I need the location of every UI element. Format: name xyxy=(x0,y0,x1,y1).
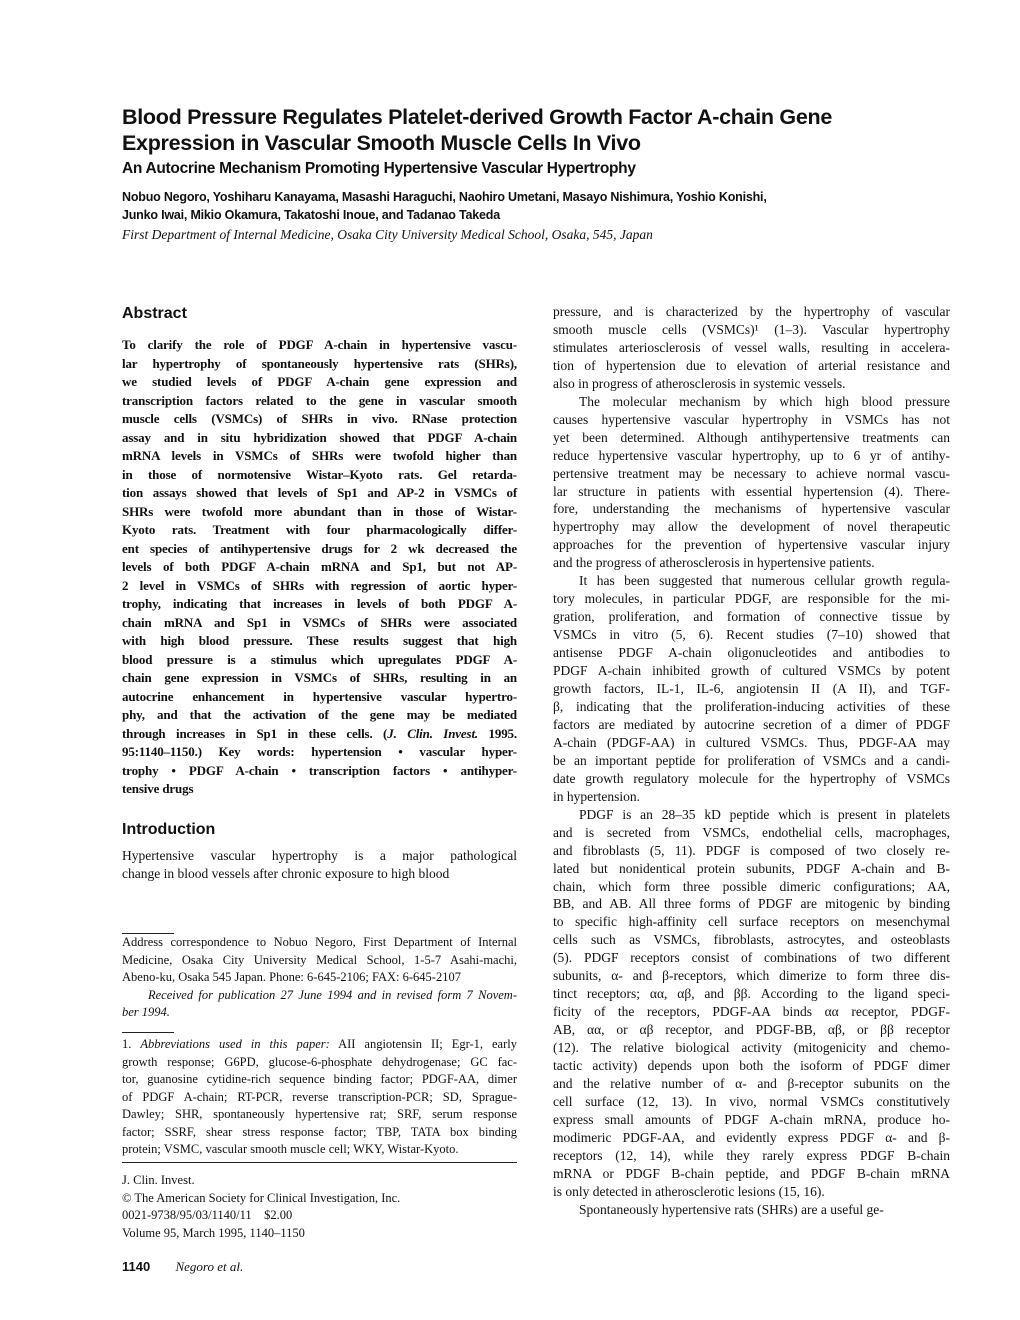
text-line: antisense PDGF A-chain oligonucleotides and antibodies to xyxy=(553,645,950,661)
abstract-heading: Abstract xyxy=(122,305,187,322)
text-line: and is secreted from VSMCs, endothelial cells, macrophages, xyxy=(553,824,950,840)
text-line: is only detected in atherosclerotic lesions (15, 16). xyxy=(553,1183,825,1199)
text-line: tion of hypertension due to elevation of arterial resistance and xyxy=(553,357,950,373)
text-line: mRNA levels in VSMCs of SHRs were twofold higher than xyxy=(122,448,517,463)
journal-line: J. Clin. Invest. xyxy=(122,1173,195,1187)
text-line: reduce hypertensive vascular hypertrophy, up to 6 yr of antihy- xyxy=(553,447,950,463)
text-line: pertensive treatment may be necessary to achieve normal vascu- xyxy=(553,465,950,481)
text-line: Kyoto rats. Treatment with four pharmacologically differ- xyxy=(122,522,517,537)
text-line: VSMCs in vitro (5, 6). Recent studies (7–10) showed that xyxy=(553,627,950,643)
text-line: stimulates arteriosclerosis of vessel walls, resulting in accelera- xyxy=(553,339,950,355)
text-line xyxy=(122,1036,517,1054)
title-line: Blood Pressure Regulates Platelet-derived Growth Factor A-chain Gene xyxy=(122,105,832,129)
text-line: change in blood vessels after chronic exposure to high blood xyxy=(122,866,450,881)
text-line: chain gene expression in VSMCs of SHRs, resulting in an xyxy=(122,670,517,685)
text-line: factor; SSRF, shear stress response factor; TBP, TATA box binding xyxy=(122,1124,517,1139)
text-line: ent species of antihypertensive drugs for 2 wk decreased the xyxy=(122,540,517,556)
text-line: date growth regulatory molecule for the hypertrophy of VSMCs xyxy=(553,770,950,786)
text-line: and the progress of atherosclerosis in hypertensive patients. xyxy=(553,555,875,571)
text-line: growth response; G6PD, glucose-6-phosphate dehydrogenase; GC fac- xyxy=(122,1054,517,1069)
text-line: trophy, indicating that increases in levels of both PDGF A- xyxy=(122,596,517,611)
author-line: Nobuo Negoro, Yoshiharu Kanayama, Masashi Haraguchi, Naohiro Umetani, Masayo Nishimura, Yoshio Konishi, xyxy=(122,190,767,204)
text-run: 1. xyxy=(122,1037,141,1051)
text-line: in those of normotensive Wistar–Kyoto rats. Gel retarda- xyxy=(122,466,517,482)
text-line: receptors (12, 14), while they rarely express PDGF B-chain xyxy=(553,1147,950,1163)
text-line: modimeric PDGF-AA, and evidently express PDGF α- and β- xyxy=(553,1129,950,1145)
text-line: AB, αα, or αβ receptor, and PDGF-BB, αβ, or ββ receptor xyxy=(553,1022,950,1038)
text-line: and fibroblasts (5, 11). PDGF is composed of two closely re- xyxy=(553,842,950,858)
text-line: cell surface (12, 13). In vivo, normal VSMCs constitutively xyxy=(553,1093,950,1109)
text-line: The molecular mechanism by which high blood pressure xyxy=(579,393,950,409)
introduction-heading: Introduction xyxy=(122,821,216,838)
journal-line: © The American Society for Clinical Investigation, Inc. xyxy=(122,1190,401,1205)
abstract-body xyxy=(122,336,517,799)
correspondence-note xyxy=(122,934,517,1022)
text-line: smooth muscle cells (VSMCs)¹ (1–3). Vascular hypertrophy xyxy=(553,321,950,337)
text-line: chain mRNA and Sp1 in VSMCs of SHRs were associated xyxy=(122,614,517,630)
text-line: 95:1140–1150.) Key words: hypertension • vascular hyper- xyxy=(122,744,517,759)
italic-text-run: Abbreviations used in this paper: xyxy=(140,1037,330,1051)
footnote-divider xyxy=(122,1162,517,1163)
text-line: SHRs were twofold more abundant than in those of Wistar- xyxy=(122,503,517,519)
text-line: protein; VSMC, vascular smooth muscle cell; WKY, Wistar-Kyoto. xyxy=(122,1142,459,1156)
text-line: factors are mediated by autocrine secretion of a dimer of PDGF xyxy=(553,716,950,732)
text-line: with high blood pressure. These results suggest that high xyxy=(122,633,517,648)
text-line: chain, which form three possible dimeric configurations; AA, xyxy=(553,878,950,894)
text-line: assay and in situ hybridization showed that PDGF A-chain xyxy=(122,429,517,445)
text-line: β, indicating that the proliferation-inducing activities of these xyxy=(553,698,950,714)
text-line: we studied levels of PDGF A-chain gene expression and xyxy=(122,374,517,389)
author-line: Junko Iwai, Mikio Okamura, Takatoshi Inoue, and Tadanao Takeda xyxy=(122,208,500,222)
text-line: also in progress of atherosclerosis in systemic vessels. xyxy=(553,375,846,391)
text-line: gration, proliferation, and formation of connective tissue by xyxy=(553,609,950,625)
text-line: To clarify the role of PDGF A-chain in hypertensive vascu- xyxy=(122,337,517,352)
author-list xyxy=(122,188,767,224)
text-line: Medicine, Osaka City University Medical School, 1-5-7 Asahi-machi, xyxy=(122,952,517,967)
text-line: autocrine enhancement in hypertensive vascular hypertro- xyxy=(122,688,517,704)
text-line: in hypertension. xyxy=(553,788,640,804)
text-line: 2 level in VSMCs of SHRs with regression of aortic hyper- xyxy=(122,577,517,593)
affiliation: First Department of Internal Medicine, Osaka City University Medical School, Osaka, 545, Japan xyxy=(122,227,653,242)
text-line: transcription factors related to the gene in vascular smooth xyxy=(122,392,517,408)
abbreviations-footnote xyxy=(122,1036,517,1159)
text-line: (5). PDGF receptors consist of combinations of two different xyxy=(553,950,950,966)
journal-line: Volume 95, March 1995, 1140–1150 xyxy=(122,1225,305,1240)
text-line: growth factors, IL-1, IL-6, angiotensin II (A II), and TGF- xyxy=(553,681,950,697)
text-line: (12). The relative biological activity (mitogenicity and chemo- xyxy=(553,1040,950,1056)
text-line: causes hypertensive vascular hypertrophy in VSMCs has not xyxy=(553,411,950,427)
introduction-body xyxy=(122,847,517,883)
text-line: Spontaneously hypertensive rats (SHRs) are a useful ge- xyxy=(579,1201,884,1217)
text-line: fore, understanding the mechanisms of hypertensive vascular xyxy=(553,501,950,517)
text-line: levels of both PDGF A-chain mRNA and Sp1, but not AP- xyxy=(122,559,517,574)
text-line: tion assays showed that levels of Sp1 and AP-2 in VSMCs of xyxy=(122,485,517,500)
text-line: lated but nonidentical protein subunits, PDGF A-chain and B- xyxy=(553,860,950,876)
text-run: AII angiotensin II; Egr-1, early xyxy=(329,1037,517,1051)
text-line: be an important peptide for proliferation of VSMCs and a candi- xyxy=(553,752,950,768)
footnote-divider xyxy=(122,1032,174,1033)
text-line: to specific high-affinity cell surface receptors on mesenchymal xyxy=(553,914,950,930)
journal-line: 0021-9738/95/03/1140/11 $2.00 xyxy=(122,1208,293,1222)
text-line: muscle cells (VSMCs) of SHRs in vivo. RNase protection xyxy=(122,411,517,426)
text-line: Hypertensive vascular hypertrophy is a major pathological xyxy=(122,848,517,863)
text-line: BB, and AB. All three forms of PDGF are mitogenic by binding xyxy=(553,896,950,912)
journal-info xyxy=(122,1172,400,1242)
text-line xyxy=(122,725,517,744)
text-line: subunits, α- and β-receptors, which dimerize to form three dis- xyxy=(553,968,950,984)
text-line: approaches for the prevention of hypertensive vascular injury xyxy=(553,537,950,553)
text-run: 1995. xyxy=(478,725,518,741)
text-line: express small amounts of PDGF A-chain mRNA, produce ho- xyxy=(553,1111,950,1127)
text-line: trophy • PDGF A-chain • transcription factors • antihyper- xyxy=(122,762,517,778)
text-line: of PDGF A-chain; RT-PCR, reverse transcription-PCR; SD, Sprague- xyxy=(122,1089,517,1104)
italic-text-run: J. Clin. Invest. xyxy=(387,725,479,741)
text-line: lar structure in patients with essential hypertension (4). There- xyxy=(553,483,950,499)
text-line: hypertrophy may allow the development of novel therapeutic xyxy=(553,519,950,535)
text-line: Abeno-ku, Osaka 545 Japan. Phone: 6-645-2106; FAX: 6-645-2107 xyxy=(122,970,461,984)
text-line: Address correspondence to Nobuo Negoro, First Department of Internal xyxy=(122,935,517,949)
italic-text-run: ber 1994. xyxy=(122,1005,170,1019)
text-line: and the relative number of α- and β-receptor subunits on the xyxy=(553,1075,950,1091)
text-line: A-chain (PDGF-AA) in cultured VSMCs. Thus, PDGF-AA may xyxy=(553,734,950,750)
text-line: ficity of the receptors, PDGF-AA binds αα receptor, PDGF- xyxy=(553,1004,950,1020)
text-line: It has been suggested that numerous cellular growth regula- xyxy=(579,573,950,589)
text-line: tactic activity) depends upon both the isoform of PDGF dimer xyxy=(553,1058,950,1074)
text-line xyxy=(122,987,517,1005)
page-number: 1140 xyxy=(122,1259,151,1274)
running-author: Negoro et al. xyxy=(175,1259,244,1274)
text-line: tinct receptors; αα, αβ, and ββ. According to the ligand speci- xyxy=(553,986,950,1002)
title-line: Expression in Vascular Smooth Muscle Cells In Vivo xyxy=(122,131,641,155)
text-line: cells such as VSMCs, fibroblasts, astrocytes, and osteoblasts xyxy=(553,932,950,948)
text-line: PDGF is an 28–35 kD peptide which is present in platelets xyxy=(579,806,950,822)
text-line: tory molecules, in particular PDGF, are responsible for the mi- xyxy=(553,591,950,607)
text-line: mRNA or PDGF B-chain peptide, and PDGF B-chain mRNA xyxy=(553,1165,950,1181)
paper-subtitle: An Autocrine Mechanism Promoting Hypertensive Vascular Hypertrophy xyxy=(122,160,636,177)
text-line: lar hypertrophy of spontaneously hypertensive rats (SHRs), xyxy=(122,355,517,371)
text-line: phy, and that the activation of the gene may be mediated xyxy=(122,707,517,722)
introduction-body-continued xyxy=(553,303,950,1219)
text-run: through increases in Sp1 in these cells. ( xyxy=(122,725,388,741)
text-line: tor, guanosine cytidine-rich sequence binding factor; PDGF-AA, dimer xyxy=(122,1072,517,1086)
text-line: blood pressure is a stimulus which upregulates PDGF A- xyxy=(122,651,517,667)
text-line: tensive drugs xyxy=(122,781,194,796)
page-footer xyxy=(122,1259,243,1275)
text-line: Dawley; SHR, spontaneously hypertensive rat; SRF, serum response xyxy=(122,1107,517,1121)
text-line: PDGF A-chain inhibited growth of cultured VSMCs by potent xyxy=(553,663,950,679)
text-line: yet been determined. Although antihypertensive treatments can xyxy=(553,429,950,445)
text-line xyxy=(122,1004,517,1022)
paper-title xyxy=(122,104,832,156)
italic-text-run: Received for publication 27 June 1994 and in revised form 7 Novem- xyxy=(148,987,517,1002)
text-line: pressure, and is characterized by the hypertrophy of vascular xyxy=(553,304,950,319)
